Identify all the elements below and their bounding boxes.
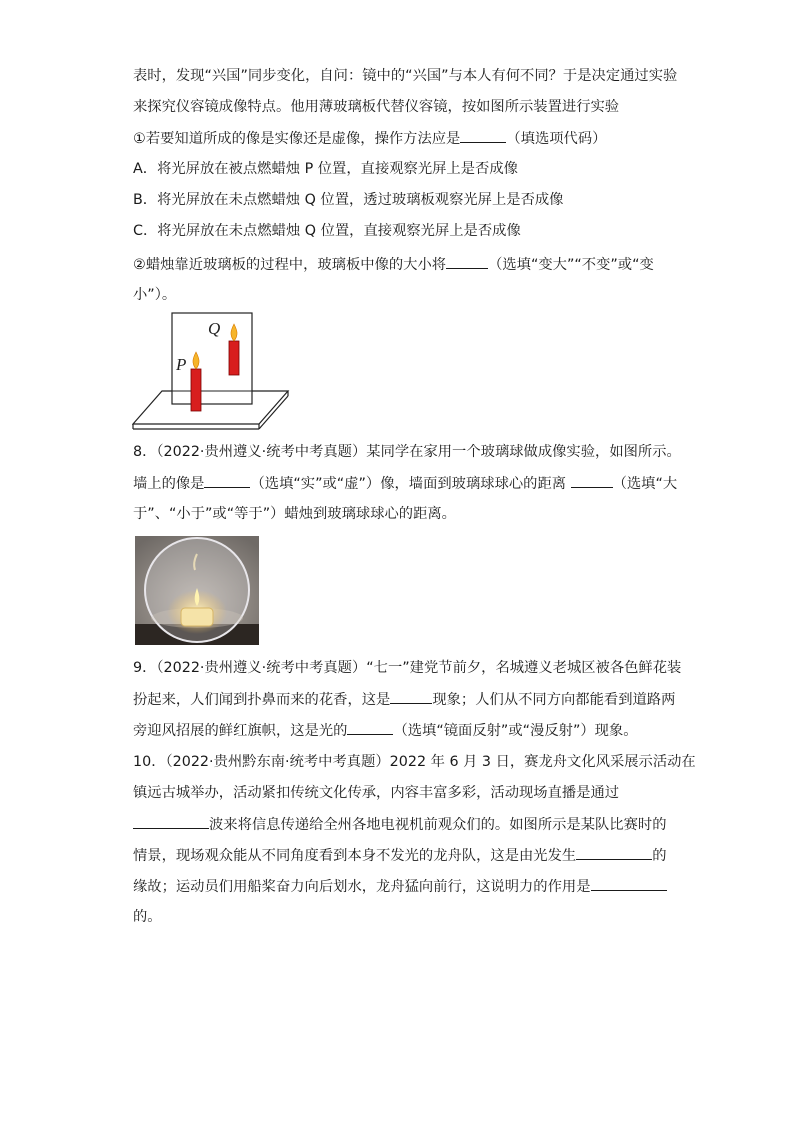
q7-option-a: A．将光屏放在被点燃蜡烛 P 位置，直接观察光屏上是否成像 [133,161,518,177]
q9-line-2 [133,689,675,710]
glass-plate-candle-figure [132,310,292,432]
q7-sub2-text: ②蜡烛靠近玻璃板的过程中，玻璃板中像的大小将 [133,257,447,273]
q10-text-b: 波来将信息传递给全州各地电视机前观众们的。如图所示是某队比赛时的 [209,817,667,833]
answer-blank[interactable] [576,845,652,860]
q7-sub1-text: ①若要知道所成的像是实像还是虚像，操作方法应是 [133,131,461,147]
q8-line-2 [133,473,677,494]
q7-sub2-hint: （选填“变大”“不变”或“变 [488,257,654,273]
q7-sub2-end: 小”）。 [133,287,177,303]
q8-text-a: 墙上的像是 [133,476,205,492]
answer-blank[interactable] [204,473,250,488]
q7-sub1 [133,128,606,149]
q7-sub1-hint: （填选项代码） [506,131,607,147]
q10-line-4 [133,845,667,866]
answer-blank[interactable] [133,814,209,829]
answer-blank[interactable] [571,473,613,488]
q9-text-b: 现象；人们从不同方向都能看到道路两 [432,692,676,708]
q8-line-1: 8．（2022·贵州遵义·统考中考真题）某同学在家用一个玻璃球做成像实验，如图所示。 [133,444,681,460]
label-q: Q [208,319,221,338]
q10-line-3 [133,814,667,835]
q10-text-d: 的 [652,848,667,864]
q10-line-6: 的。 [133,909,162,925]
q9-text-c: 旁迎风招展的鲜红旗帜，这是光的 [133,723,348,739]
answer-blank[interactable] [460,128,506,143]
answer-blank[interactable] [446,254,488,269]
q7-intro-line-2: 来探究仪容镜成像特点。他用薄玻璃板代替仪容镜，按如图所示装置进行实验 [133,99,620,115]
q10-text-c: 情景，现场观众能从不同角度看到本身不发光的龙舟队，这是由光发生 [133,848,577,864]
q10-line-2: 镇远古城举办，活动紧扣传统文化传承，内容丰富多彩，活动现场直播是通过 [133,785,620,801]
q8-text-c: （选填“大 [612,476,678,492]
q9-line-1: 9．（2022·贵州遵义·统考中考真题）“七一”建党节前夕，名城遵义老城区被各色鲜花装 [133,660,682,676]
q10-line-5 [133,876,667,897]
q9-text-d: （选填“镜面反射”或“漫反射”）现象。 [393,723,638,739]
q10-line-1: 10．（2022·贵州黔东南·统考中考真题）2022 年 6 月 3 日，赛龙舟文化风采展示活动在 [133,754,696,770]
answer-blank[interactable] [347,720,393,735]
q9-text-a: 扮起来，人们闻到扑鼻而来的花香，这是 [133,692,391,708]
answer-blank[interactable] [591,876,667,891]
q7-option-b: B．将光屏放在未点燃蜡烛 Q 位置，透过玻璃板观察光屏上是否成像 [133,192,564,208]
q8-line-3: 于”、“小于”或“等于”）蜡烛到玻璃球球心的距离。 [133,506,456,522]
answer-blank[interactable] [390,689,432,704]
q9-line-3 [133,720,638,741]
q7-option-c: C．将光屏放在未点燃蜡烛 Q 位置，直接观察光屏上是否成像 [133,223,521,239]
q8-text-b: （选填“实”或“虚”）像，墙面到玻璃球球心的距离 [250,476,567,492]
q7-sub2 [133,254,654,275]
q10-text-e: 缘故；运动员们用船桨奋力向后划水，龙舟猛向前行，这说明力的作用是 [133,879,591,895]
q7-intro-line-1: 表时，发现“兴国”同步变化，自问：镜中的“兴国”与本人有何不同？于是决定通过实验 [133,68,678,84]
glass-ball-candle-photo [135,536,259,645]
label-p: P [176,355,187,374]
